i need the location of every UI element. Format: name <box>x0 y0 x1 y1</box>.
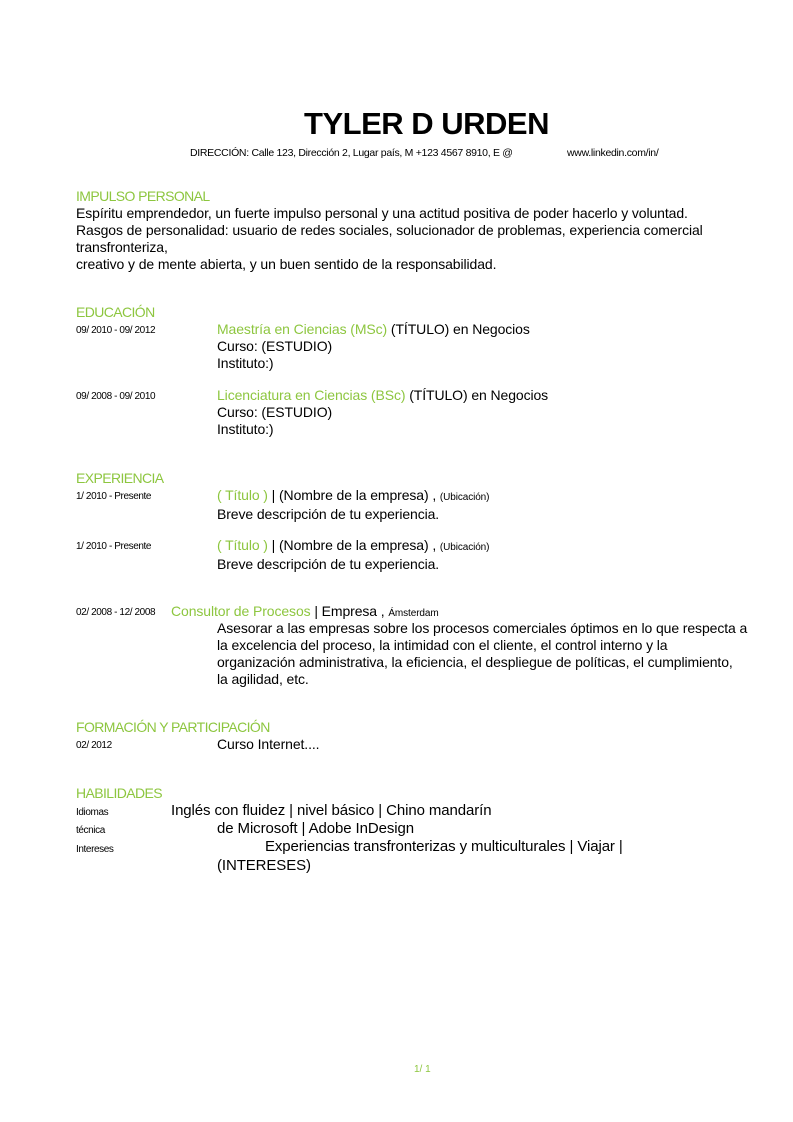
consultant-description <box>217 620 747 688</box>
contact-linkedin[interactable]: www.linkedin.com/in/ <box>567 147 659 159</box>
job-description: Breve descripción de tu experiencia. <box>217 556 440 572</box>
experience-date: 1/ 2010 - Presente <box>76 491 152 502</box>
consultant-sep: | <box>310 603 322 619</box>
job-sep: | <box>267 487 279 503</box>
skills-interests-label: Intereses <box>76 844 114 855</box>
drive-line: creativo y de mente abierta, y un buen sentido de la responsabilidad. <box>76 256 497 272</box>
degree-course: Curso: (ESTUDIO) <box>217 338 333 354</box>
degree-title: (TÍTULO) <box>409 387 468 403</box>
degree-field: Negocios <box>472 321 530 337</box>
degree-name: Licenciatura en Ciencias (BSc) <box>217 387 406 403</box>
skills-interests: Experiencias transfronterizas y multiculturales | Viajar | <box>265 838 623 855</box>
job-comma: , <box>428 487 440 503</box>
education-entry <box>217 321 530 372</box>
skills-heading: HABILIDADES <box>76 785 162 801</box>
consultant-line: la agilidad, etc. <box>217 671 309 687</box>
skills-technical: de Microsoft | Adobe InDesign <box>217 820 414 837</box>
consultant-line: la excelencia del proceso, la intimidad con el cliente, el control interno y la <box>217 637 668 653</box>
experience-date: 1/ 2010 - Presente <box>76 541 152 552</box>
degree-field: Negocios <box>490 387 549 403</box>
page-number: 1/ 1 <box>414 1064 431 1075</box>
consultant-date: 02/ 2008 - 12/ 2008 <box>76 607 156 618</box>
skills-technical-label: técnica <box>76 825 105 836</box>
job-sep: | <box>267 537 279 553</box>
consultant-company: Empresa <box>321 603 377 619</box>
job-comma: , <box>428 537 440 553</box>
drive-line: Espíritu emprendedor, un fuerte impulso personal y una actitud positiva de poder hacerlo y voluntad. <box>76 205 688 221</box>
skills-languages-label: Idiomas <box>76 807 109 818</box>
degree-institute: Instituto:) <box>217 421 274 437</box>
degree-name: Maestría en Ciencias (MSc) <box>217 321 388 337</box>
job-company: (Nombre de la empresa) <box>279 537 429 553</box>
degree-institute: Instituto:) <box>217 355 274 371</box>
training-date: 02/ 2012 <box>76 740 112 751</box>
education-entry <box>217 387 548 438</box>
experience-heading: EXPERIENCIA <box>76 470 164 486</box>
job-location: (Ubicación) <box>439 542 490 553</box>
degree-course: Curso: (ESTUDIO) <box>217 404 333 420</box>
consultant-line: organización administrativa, la eficiencia, el despliegue de políticas, el cumplimiento, <box>217 654 733 670</box>
experience-entry <box>217 487 489 523</box>
consultant-title: Consultor de Procesos <box>171 603 311 619</box>
consultant-location: Ámsterdam <box>388 608 439 619</box>
drive-text <box>76 205 703 273</box>
drive-line: Rasgos de personalidad: usuario de redes sociales, solucionador de problemas, experiencia comercial <box>76 222 703 238</box>
drive-line: transfronteriza, <box>76 239 168 255</box>
education-date: 09/ 2008 - 09/ 2010 <box>76 391 156 402</box>
degree-title: (TÍTULO) <box>390 321 450 337</box>
skills-languages: Inglés con fluidez | nivel básico | Chino mandarín <box>171 802 492 819</box>
education-date: 09/ 2010 - 09/ 2012 <box>76 325 156 336</box>
job-company: (Nombre de la empresa) <box>279 487 429 503</box>
drive-heading: IMPULSO PERSONAL <box>76 188 210 204</box>
skills-interests-cont: (INTERESES) <box>217 857 311 874</box>
education-heading: EDUCACIÓN <box>76 304 155 320</box>
training-heading: FORMACIÓN Y PARTICIPACIÓN <box>76 719 270 735</box>
candidate-name: TYLER D URDEN <box>304 106 549 141</box>
degree-en: en <box>471 387 487 403</box>
contact-address: DIRECCIÓN: Calle 123, Dirección 2, Lugar país, M +123 4567 8910, E @ <box>190 147 513 159</box>
degree-en: en <box>453 321 469 337</box>
job-title: ( Título ) <box>217 487 268 503</box>
job-location: (Ubicación) <box>439 492 490 503</box>
experience-entry <box>217 537 489 573</box>
job-description: Breve descripción de tu experiencia. <box>217 506 440 522</box>
training-text: Curso Internet.... <box>217 736 320 752</box>
consultant-line: Asesorar a las empresas sobre los procesos comerciales óptimos en lo que respecta a <box>217 620 748 636</box>
consultant-comma: , <box>376 603 389 619</box>
job-title: ( Título ) <box>217 537 268 553</box>
